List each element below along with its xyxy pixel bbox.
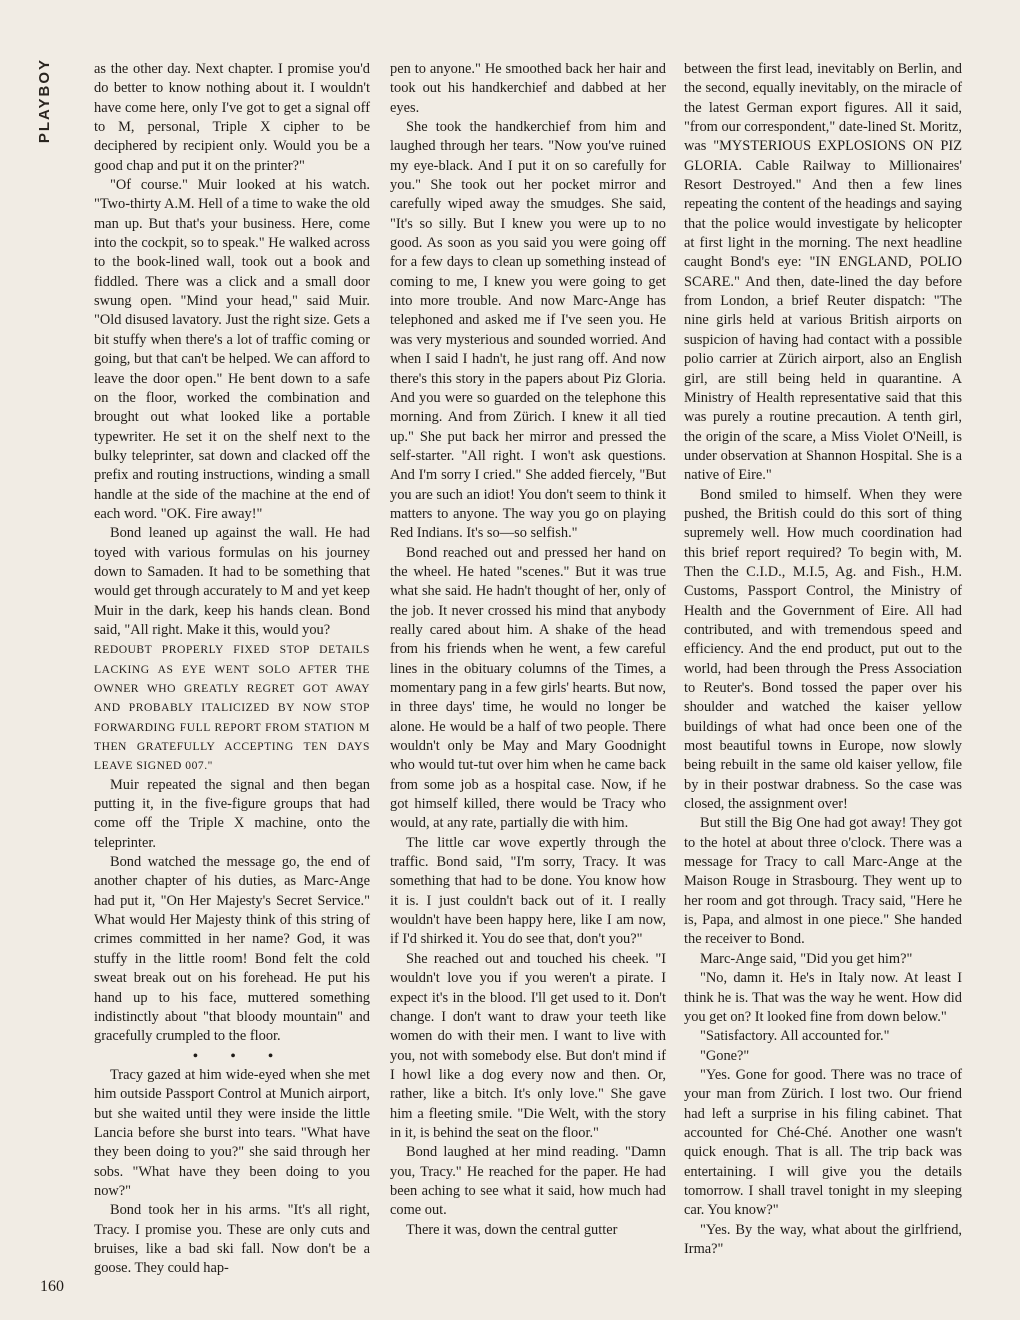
- paragraph: "Of course." Muir looked at his watch. "Two-thirty A.M. Hell of a time to wake the old man up. But that's your business. Here, come into the cockpit, so to speak." He walked across to the book-lined wall, took out a book and fiddled. There was a click and a small door swung open. "Mind your head," said Muir. "Old disused lavatory. Just the right size. Gets a bit stuffy when there's a lot of traffic coming or going, but that can't be helped. We can afford to leave the door open." He bent down to a safe on the floor, worked the combination and brought out what looked like a portable typewriter. He set it on the shelf next to the bulky teleprinter, sat down and clacked off the prefix and routing instructions, winding a small handle at the side of the machine at the end of each word. "OK. Fire away!": [94, 177, 370, 522]
- paragraph: "Gone?": [700, 1047, 750, 1064]
- paragraph: Bond laughed at her mind reading. "Damn you, Tracy." He reached for the paper. He had been aching to see what it said, how much had come out.: [390, 1144, 666, 1219]
- paragraph: Bond reached out and pressed her hand on the wheel. He hated "scenes." But it was true what she said. He hadn't thought of her, only of the job. It never crossed his mind that anybody really cared about him. A shake of the head from his friends when he went, a few careful lines in the obituary columns of the Times, a momentary pang in a few girls' hearts. But now, in three days' time, he would no longer be alone. He would be a half of two people. There wouldn't only be May and Mary Goodnight who would tut-tut over him when he came back from some job as a hospital case. Now, if he got himself killed, there would be Tracy who would, at any rate, partially die with him.: [390, 544, 666, 832]
- paragraph: pen to anyone." He smoothed back her hair and took out his handkerchief and dabbed at her eyes.: [390, 61, 666, 116]
- paragraph: Muir repeated the signal and then began putting it, in the five-figure groups that had come off the Triple X machine, onto the teleprinter.: [94, 776, 370, 851]
- section-break: • • •: [192, 1047, 288, 1065]
- text-column-1: [94, 60, 370, 1279]
- cipher-message: REDOUBT PROPERLY FIXED STOP DETAILS LACKING AS EYE WENT SOLO AFTER THE OWNER WHO GREATLY REGRET GOT AWAY AND PROBABLY ITALICIZED BY NOW STOP FORWARDING FULL REPORT FROM STATION M THEN GRATEFULLY ACCEPTING TEN DAYS LEAVE SIGNED 007.": [94, 643, 370, 773]
- text-column-2: [390, 60, 666, 1240]
- paragraph: She reached out and touched his cheek. "I wouldn't love you if you weren't a pirate. I expect it's in the blood. I'll get used to it. Don't change. I don't want to draw your teeth like women do with their men. I want to live with you, not with somebody else. But don't mind if I howl like a dog every now and then. Or, rather, like a bitch. It's only love." She gave him a fleeting smile. "Die Welt, with the story in it, is behind the seat on the floor.": [390, 950, 666, 1141]
- paragraph: "No, damn it. He's in Italy now. At least I think he is. That was the way he went. How did you get on? It looked fine from down below.": [684, 970, 962, 1025]
- paragraph: She took the handkerchief from him and laughed through her tears. "Now you've ruined my eye-black. And I put it on so carefully for you." She took out her pocket mirror and carefully wiped away the smudges. She said, "It's so silly. But I knew you were up to no good. As soon as you said you were going off for a few days to clean up something instead of coming to me, I knew you were going to get into more trouble. And now Marc-Ange has telephoned and asked me if I've seen you. He was very mysterious and sounded worried. And when I said I hadn't, he just rang off. And now there's this story in the papers about Piz Gloria. And you were so guarded on the telephone this morning. And from Zürich. I knew it all tied up." She put back her mirror and pressed the self-starter. "All right. I won't ask questions. And I'm sorry I cried." She added fiercely, "But you are such an idiot! You don't seem to think it matters to anyone. The way you go on playing Red Indians. It's so—so selfish.": [390, 119, 666, 542]
- magazine-masthead: PLAYBOY: [36, 58, 53, 144]
- paragraph: Bond took her in his arms. "It's all right, Tracy. I promise you. These are only cuts and bruises, like a bad ski fall. Now don't be a goose. They could hap-: [94, 1202, 370, 1277]
- text-column-3: [684, 60, 962, 1259]
- paragraph: Bond leaned up against the wall. He had toyed with various formulas on his journey down to Samaden. It had to be something that would get through accurately to M and yet keep Muir in the dark, keep his hands clean. Bond said, "All right. Make it this, would you?: [94, 525, 370, 638]
- paragraph: Tracy gazed at him wide-eyed when she met him outside Passport Control at Munich airport, but she waited until they were inside the little Lancia before she burst into tears. "What have they been doing to you?" she said through her sobs. "What have they been doing to you now?": [94, 1066, 370, 1199]
- paragraph: "Satisfactory. All accounted for.": [700, 1028, 890, 1045]
- paragraph: "Yes. Gone for good. There was no trace of your man from Zürich. I lost two. Our friend had left a surprise in his filing cabinet. That accounted for Ché-Ché. Another one wasn't quick enough. That is all. The trip back was entertaining. I will give you the details tomorrow. I shall travel tonight in my sleeping car. You know?": [684, 1066, 962, 1219]
- paragraph: Marc-Ange said, "Did you get him?": [700, 950, 913, 967]
- paragraph: as the other day. Next chapter. I promise you'd do better to know nothing about it. I wouldn't have come here, only I've got to get a signal off to M, personal, Triple X cipher to be deciphered by recipient only. Would you be a good chap and put it on the printer?": [94, 61, 370, 174]
- paragraph: There it was, down the central gutter: [406, 1221, 618, 1238]
- paragraph: Bond watched the message go, the end of another chapter of his duties, as Marc-Ange had put it, "On Her Majesty's Secret Service." What would Her Majesty think of this string of crimes committed in her name? God, it was stuffy in the little room! Bond felt the cold sweat break out on his forehead. He put his hand up to his face, muttered something indistinctly about "that bloody mountain" and gracefully crumpled to the floor.: [94, 854, 370, 1045]
- paragraph: "Yes. By the way, what about the girlfriend, Irma?": [684, 1221, 962, 1257]
- paragraph: The little car wove expertly through the traffic. Bond said, "I'm sorry, Tracy. It was something that had to be done. You know how it is. I just couldn't back out of it. I really wouldn't have been happy here, like I am now, if I'd shirked it. You do see that, don't you?": [390, 834, 666, 948]
- paragraph: But still the Big One had got away! They got to the hotel at about three o'clock. There was a message for Tracy to call Marc-Ange at the Maison Rouge in Strasbourg. They went up to her room and got through. Tracy said, "Here he is, Papa, and almost in one piece." She handed the receiver to Bond.: [684, 815, 962, 948]
- page-number: 160: [40, 1278, 64, 1295]
- paragraph: Bond smiled to himself. When they were pushed, the British could do this sort of thing supremely well. How much coordination had this brief report required? To begin with, M. Then the C.I.D., M.I.5, Ag. and Fish., H.M. Customs, Passport Control, the Ministry of Health and the Government of Eire. All had contributed, and with tremendous speed and efficiency. And the end product, put out to the world, had been through the Press Association to Reuter's. Bond tossed the paper over his shoulder and watched the kaiser yellow buildings of what had once been one of the most beautiful towns in Europe, now slowly being rebuilt in the same old kaiser yellow, file by in their postwar drabness. So the case was closed, the assignment over!: [684, 486, 962, 813]
- paragraph: between the first lead, inevitably on Berlin, and the second, equally inevitably, on the miracle of the latest German export figures. All it said, "from our correspondent," date-lined St. Moritz, was "MYSTERIOUS EXPLOSIONS ON PIZ GLORIA. Cable Railway to Millionaires' Resort Destroyed." And then a few lines repeating the content of the headings and saying that the police would investigate by helicopter at first light in the morning. The next headline caught Bond's eye: "IN ENGLAND, POLIO SCARE." And then, date-lined the day before from London, a brief Reuter dispatch: "The nine girls held at various British airports on suspicion of having had contact with a possible polio carrier at Zürich airport, also an English girl, are still being held in quarantine. A Ministry of Health representative said that this was purely a routine precaution. A tenth girl, the origin of the scare, a Miss Violet O'Neill, is under observation at Shannon Hospital. She is a native of Eire.": [684, 61, 962, 484]
